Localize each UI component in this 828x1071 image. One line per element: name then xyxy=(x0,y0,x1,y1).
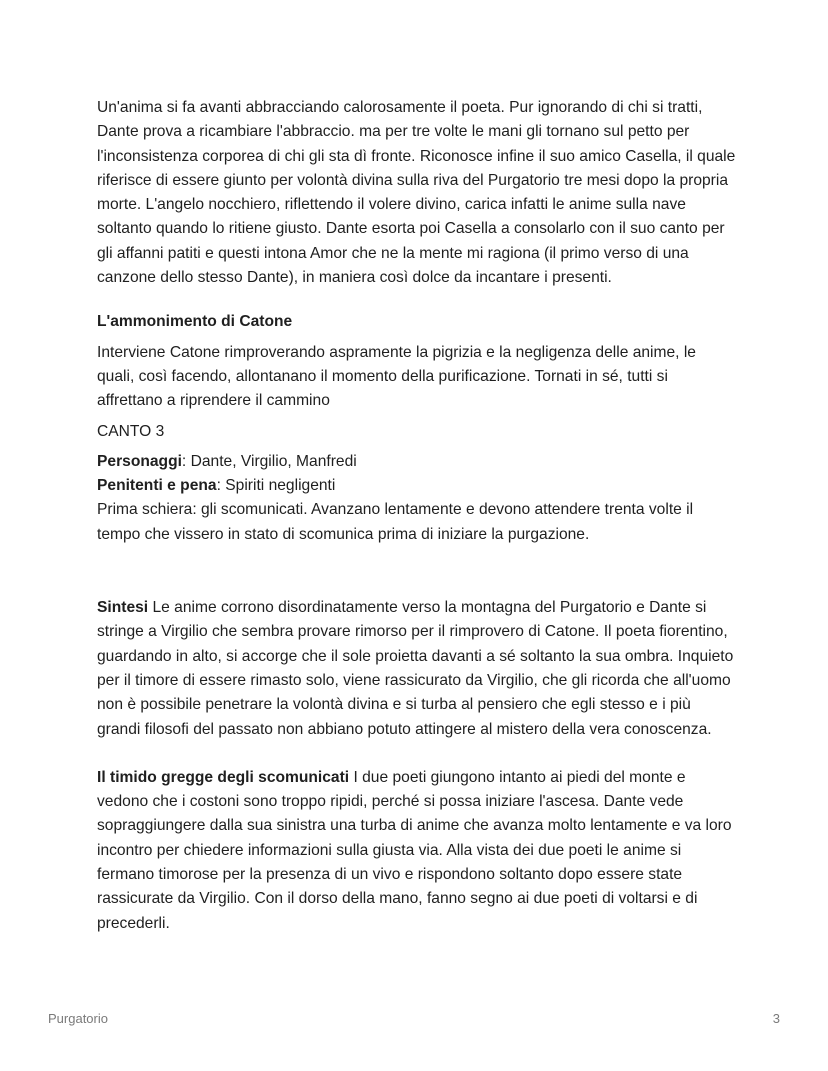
gregge-text: I due poeti giungono intanto ai piedi del monte e vedono che i costoni sono troppo ripidi, perché si possa iniziare l'ascesa. Dante vede sopraggiungere dalla sua sinistra una turba di anime che avanza molto lentamente e va loro incontro per chiedere informazioni sulla giusta via. Alla vista dei due poeti le anime si fermano timorose per la presenza di un vivo e rispondono soltanto dopo essere state rassicurate da Virgilio. Con il dorso della mano, fanno segno ai due poeti di voltarsi e di precederli. xyxy=(97,768,732,932)
personaggi-value: : Dante, Virgilio, Manfredi xyxy=(181,452,357,470)
page-body xyxy=(97,96,737,936)
gregge-paragraph xyxy=(97,766,737,936)
footer-title: Purgatorio xyxy=(48,1011,108,1026)
personaggi-line xyxy=(97,450,737,474)
canto-title: CANTO 3 xyxy=(97,422,165,440)
footer-page-number: 3 xyxy=(772,1011,780,1026)
sintesi-paragraph xyxy=(97,596,737,742)
gregge-label: Il timido gregge degli scomunicati xyxy=(97,768,350,786)
schiera-paragraph: Prima schiera: gli scomunicati. Avanzano lentamente e devono attendere trenta volte il tempo che vissero in stato di scomunica prima di iniziare la purgazione. xyxy=(97,501,694,543)
penitenti-label: Penitenti e pena xyxy=(97,477,217,495)
intro-paragraph: Un'anima si fa avanti abbracciando calorosamente il poeta. Pur ignorando di chi si tratti, Dante prova a ricambiare l'abbraccio. ma per tre volte le mani gli tornano sul petto per l'inconsistenza corporea di chi gli sta dì fronte. Riconosce infine il suo amico Casella, il quale riferisce di essere giunto per volontà divina sulla riva del Purgatorio tre mesi dopo la propria morte. L'angelo nocchiero, riflettendo il volere divino, carica infatti le anime sulla nave soltanto quando lo ritiene giusto. Dante esorta poi Casella a consolarlo con il suo canto per gli affanni patiti e questi intona Amor che ne la mente mi ragiona (il primo verso di una canzone dello stesso Dante), in maniera così dolce da incantare i presenti. xyxy=(97,99,736,287)
sintesi-text: Le anime corrono disordinatamente verso la montagna del Purgatorio e Dante si stringe a Virgilio che sembra provare rimorso per il rimprovero di Catone. Il poeta fiorentino, guardando in alto, si accorge che il sole proietta davanti a sé soltanto la sua ombra. Inquieto per il timore di essere rimasto solo, viene rassicurato da Virgilio, che gli ricorda che all'uomo non è possibile penetrare la volontà divina e si turba al pensiero che egli stesso e i più grandi filosofi del passato non abbiano potuto attingere al mistero della vera conoscenza. xyxy=(97,599,734,738)
penitenti-value: : Spiriti negligenti xyxy=(216,477,336,495)
catone-heading: L'ammonimento di Catone xyxy=(97,313,293,331)
personaggi-label: Personaggi xyxy=(97,452,182,470)
catone-paragraph: Interviene Catone rimproverando aspramente la pigrizia e la negligenza delle anime, le quali, così facendo, allontanano il momento della purificazione. Tornati in sé, tutti si affrettano a riprendere il cammino xyxy=(97,343,696,410)
penitenti-line xyxy=(97,474,737,498)
sintesi-label: Sintesi xyxy=(97,599,149,617)
